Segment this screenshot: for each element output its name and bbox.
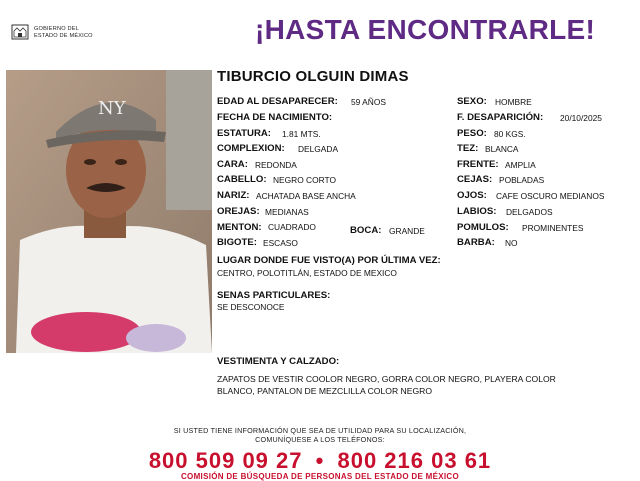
info-line1: SI USTED TIENE INFORMACIÓN QUE SEA DE UTILIDAD PARA SU LOCALIZACIÓN,: [173, 426, 467, 435]
tez-label: TEZ:: [457, 143, 479, 154]
cejas-value: POBLADAS: [499, 175, 545, 185]
cara-value: REDONDA: [255, 160, 297, 170]
vestimenta-label: VESTIMENTA Y CALZADO:: [217, 356, 340, 367]
pomulos-value: PROMINENTES: [522, 223, 584, 233]
frente-label: FRENTE:: [457, 159, 499, 170]
cara-label: CARA:: [217, 159, 248, 170]
labios-value: DELGADOS: [506, 207, 553, 217]
commission-name: COMISIÓN DE BÚSQUEDA DE PERSONAS DEL ESTADO DE MÉXICO: [180, 472, 459, 481]
phone-2[interactable]: 800 216 03 61: [337, 448, 492, 473]
menton-value: CUADRADO: [268, 222, 316, 232]
person-name: TIBURCIO OLGUIN DIMAS: [217, 68, 409, 85]
logo-line1: GOBIERNO DEL: [34, 26, 79, 32]
nacimiento-label: FECHA DE NACIMIENTO:: [217, 112, 333, 123]
ojos-value: CAFE OSCURO MEDIANOS: [496, 191, 605, 201]
estatura-label: ESTATURA:: [217, 128, 272, 139]
lugar-label: LUGAR DONDE FUE VISTO(A) POR ÚLTIMA VEZ:: [217, 255, 441, 266]
estatura-value: 1.81 MTS.: [282, 129, 321, 139]
boca-value: GRANDE: [389, 226, 425, 236]
logo-line2: ESTADO DE MÉXICO: [34, 33, 93, 39]
edad-label: EDAD AL DESAPARECER:: [217, 96, 338, 107]
orejas-value: MEDIANAS: [265, 207, 309, 217]
senas-value: SE DESCONOCE: [217, 302, 285, 312]
orejas-label: OREJAS:: [217, 206, 260, 217]
cabello-value: NEGRO CORTO: [273, 175, 336, 185]
ojos-label: OJOS:: [457, 190, 487, 201]
bigote-label: BIGOTE:: [217, 237, 257, 248]
phone-numbers: [0, 448, 640, 474]
fecha-desaparicion-label: F. DESAPARICIÓN:: [457, 112, 544, 123]
tez-value: BLANCA: [485, 144, 519, 154]
logo-text: [34, 26, 93, 40]
svg-text:NY: NY: [98, 98, 126, 119]
nariz-label: NARIZ:: [217, 190, 250, 201]
frente-value: AMPLIA: [505, 160, 536, 170]
bigote-value: ESCASO: [263, 238, 298, 248]
edad-value: 59 AÑOS: [351, 97, 386, 107]
boca-label: BOCA:: [350, 225, 382, 236]
info-line2: COMUNÍQUESE A LOS TELÉFONOS:: [255, 435, 385, 444]
coat-of-arms-icon: [10, 22, 30, 42]
complexion-label: COMPLEXION:: [217, 143, 285, 154]
phone-separator: •: [315, 448, 325, 473]
vestimenta-line1: ZAPATOS DE VESTIR COOLOR NEGRO, GORRA COLOR NEGRO, PLAYERA COLOR: [217, 374, 556, 384]
person-portrait-image: [6, 70, 212, 353]
sexo-label: SEXO:: [457, 96, 487, 107]
phone-1[interactable]: 800 509 09 27: [148, 448, 303, 473]
menton-label: MENTON:: [217, 222, 262, 233]
peso-value: 80 KGS.: [494, 129, 526, 139]
missing-person-photo: [6, 70, 212, 353]
government-logo: [10, 20, 120, 48]
labios-label: LABIOS:: [457, 206, 497, 217]
barba-value: NO: [505, 238, 518, 248]
page-title: ¡HASTA ENCONTRARLE!: [255, 14, 596, 45]
barba-label: BARBA:: [457, 237, 495, 248]
cabello-label: CABELLO:: [217, 174, 267, 185]
sexo-value: HOMBRE: [495, 97, 532, 107]
pomulos-label: POMULOS:: [457, 222, 509, 233]
cejas-label: CEJAS:: [457, 174, 493, 185]
vestimenta-line2: BLANCO, PANTALON DE MEZCLILLA COLOR NEGRO: [217, 386, 433, 396]
senas-label: SENAS PARTICULARES:: [217, 290, 331, 301]
complexion-value: DELGADA: [298, 144, 339, 154]
fecha-desaparicion-value: 20/10/2025: [560, 113, 602, 123]
lugar-value: CENTRO, POLOTITLÁN, ESTADO DE MEXICO: [217, 268, 397, 278]
nariz-value: ACHATADA BASE ANCHA: [256, 191, 356, 201]
peso-label: PESO:: [457, 128, 487, 139]
